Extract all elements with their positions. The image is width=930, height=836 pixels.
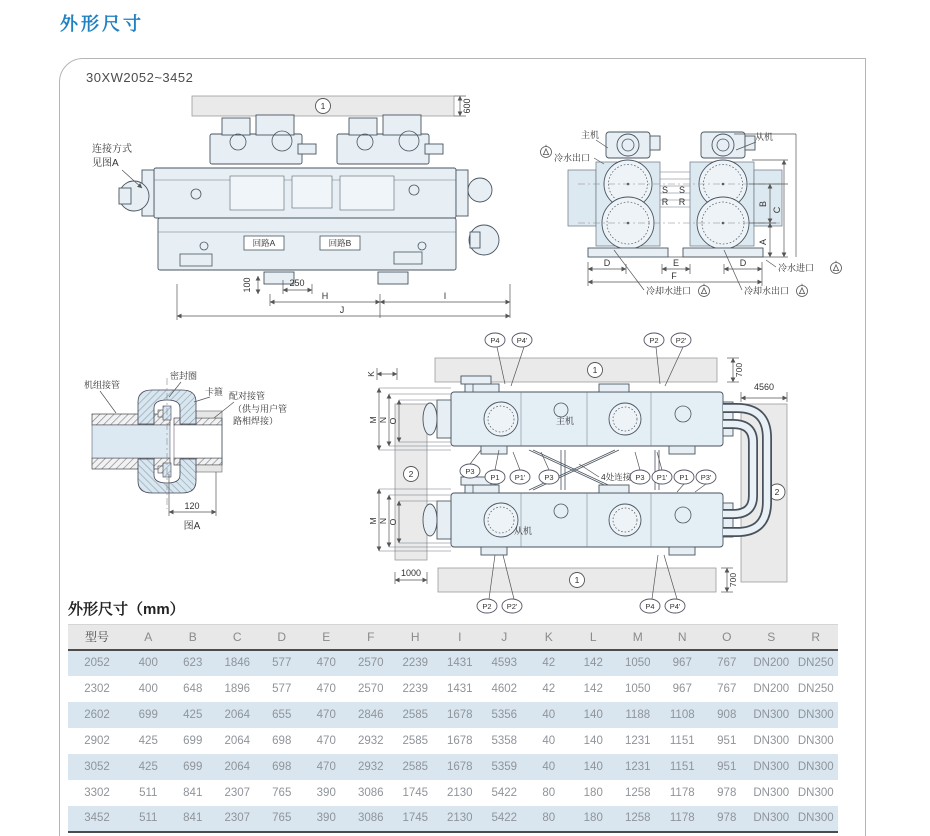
balloon-2: 2	[774, 487, 780, 497]
table-row	[68, 780, 838, 806]
dim-o-label: O	[388, 518, 398, 526]
dim-cell: 951	[717, 734, 737, 747]
dim-cell: 2130	[438, 806, 483, 832]
dim-cell: 623	[183, 657, 203, 669]
unit-pipe-section	[92, 410, 170, 473]
dim-cell: 1050	[624, 682, 651, 695]
column-header: O	[705, 625, 750, 650]
dim-cell: 470	[316, 682, 336, 695]
column-header: A	[126, 625, 171, 650]
dim-cell: 2239	[402, 657, 429, 669]
dim-4560-label: 4560	[753, 382, 775, 392]
dim-cell: 390	[304, 806, 349, 832]
dim-cell: 511	[139, 786, 158, 799]
dim-cell: 42	[542, 682, 556, 695]
port-p1: P1	[679, 473, 689, 482]
center-note	[579, 464, 632, 482]
dim-n-label: N	[378, 416, 388, 424]
circuit-a-label: 回路A	[252, 238, 276, 248]
dim-m-label: M	[368, 416, 378, 424]
dim-cell: DN250	[797, 657, 834, 669]
r-label: R	[661, 197, 669, 207]
dim-cell: 425	[138, 760, 158, 773]
column-header: I	[438, 625, 483, 650]
mating-pipe-note2: 路相焊接）	[233, 416, 279, 426]
port-p3: P3	[465, 467, 475, 476]
dim-cell: 1178	[660, 806, 705, 832]
dim-cell: 5422	[491, 786, 518, 799]
dim-a-label: A	[758, 238, 768, 246]
dim-cell: 4602	[491, 682, 518, 695]
chilled-water-inlet	[766, 260, 842, 274]
port-p2p: P2'	[675, 336, 687, 345]
port-p3: P3	[544, 473, 554, 482]
dim-cell: 1231	[624, 734, 651, 747]
port-p1p: P1'	[514, 473, 526, 482]
dim-cell: 425	[183, 708, 203, 721]
dim-cell: 42	[542, 657, 556, 669]
dim-cell: 765	[272, 786, 292, 799]
dim-cell: 2570	[357, 682, 384, 695]
dim-cell: 2064	[224, 760, 251, 773]
dim-cell: 2585	[402, 734, 429, 747]
dim-cell: DN300	[797, 708, 834, 721]
r-label: R	[678, 197, 686, 207]
dim-cell: 5358	[491, 734, 518, 747]
cooling-water-outlet-label: 冷却水出口	[744, 286, 790, 296]
master-unit-label: 主机	[580, 130, 600, 140]
dim-c-label: C	[772, 206, 782, 214]
table-title: 外形尺寸（mm）	[68, 601, 185, 618]
dim-1000-label: 1000	[400, 568, 422, 578]
side-view-drawing	[92, 88, 532, 333]
dim-cell: 655	[272, 708, 292, 721]
column-header: F	[349, 625, 394, 650]
sr-pipe-labels	[662, 185, 686, 207]
dim-cell: 648	[183, 682, 203, 695]
dim-cell: 841	[171, 806, 216, 832]
column-header: N	[660, 625, 705, 650]
dim-cell: 1231	[624, 760, 651, 773]
dim-cell: 1151	[669, 734, 695, 747]
table-row	[68, 728, 838, 754]
circuit-b-tag	[320, 236, 360, 250]
dim-cell: 2307	[215, 806, 260, 832]
mating-pipe-label: 配对接管	[229, 391, 266, 401]
dim-cell: 967	[672, 682, 692, 695]
balloon-2: 2	[408, 469, 414, 479]
dim-cell: 765	[260, 806, 305, 832]
model-cell: 2902	[84, 734, 110, 747]
dim-cell: DN300	[749, 806, 794, 832]
dim-cell: 1678	[446, 760, 473, 773]
column-header: R	[794, 625, 839, 650]
dim-f-label: F	[671, 271, 677, 281]
table-row	[68, 650, 838, 676]
bottom-dimensions	[177, 276, 510, 320]
dim-cell: 2130	[446, 786, 473, 799]
column-header: B	[171, 625, 216, 650]
dim-cell: 2585	[402, 760, 429, 773]
plan-view-drawing	[366, 328, 809, 628]
table-row	[68, 676, 838, 702]
dim-cell: 1678	[446, 734, 473, 747]
figure-a-drawing	[84, 366, 342, 571]
dim-cell: 180	[571, 806, 616, 832]
dim-cell: 140	[583, 760, 603, 773]
dim-cell: 767	[717, 657, 737, 669]
dim-4560	[741, 382, 787, 402]
dim-cell: 577	[272, 657, 292, 669]
port-p2: P2	[482, 602, 492, 611]
figure-a-caption: 图A	[183, 521, 201, 532]
dim-cell: 470	[316, 657, 336, 669]
dim-cell: 140	[583, 734, 603, 747]
end-view-drawing	[538, 124, 883, 320]
column-header: E	[304, 625, 349, 650]
compressor-cluster	[210, 115, 316, 164]
port-p4p: P4'	[516, 336, 528, 345]
model-cell: 2602	[84, 708, 110, 721]
dim-250-label: 250	[289, 278, 305, 288]
dim-cell: 3086	[357, 786, 384, 799]
dim-cell: 40	[542, 734, 556, 747]
dim-cell: 5422	[482, 806, 527, 832]
dim-cell: 1678	[446, 708, 473, 721]
dim-cell: 400	[138, 682, 158, 695]
mating-pipe-note1: （供与用户管	[233, 404, 288, 414]
walkway-bar-top	[192, 96, 454, 116]
dim-cell: 470	[316, 760, 336, 773]
dim-cell: 698	[272, 734, 292, 747]
dim-cell: DN300	[753, 760, 790, 773]
dim-cell: 1431	[446, 682, 473, 695]
pump-icon	[831, 261, 842, 274]
dim-cell: DN250	[797, 682, 834, 695]
dim-cell: 2239	[402, 682, 429, 695]
port-p3p: P3'	[700, 473, 712, 482]
dim-cell: 1108	[669, 708, 695, 721]
dim-cell: 1178	[669, 786, 695, 799]
dim-j-label: J	[339, 305, 345, 315]
pump-icon	[541, 145, 552, 158]
dim-d-label: D	[603, 258, 611, 268]
dim-600	[454, 96, 472, 116]
dim-cell: 2932	[357, 760, 384, 773]
dim-cell: 1050	[624, 657, 651, 669]
dim-cell: 140	[583, 708, 603, 721]
dim-h-label: H	[321, 291, 329, 301]
dim-cell: 1188	[625, 708, 651, 721]
balloon-1: 1	[592, 365, 598, 375]
dim-cell: 699	[183, 734, 203, 747]
dim-b-label: B	[758, 200, 768, 208]
port-p1: P1	[490, 473, 500, 482]
page-title: 外形尺寸	[60, 14, 144, 34]
pump-icon	[699, 284, 710, 297]
port-p1p: P1'	[656, 473, 668, 482]
circuit-b-label: 回路B	[328, 238, 352, 248]
port-p3: P3	[635, 473, 645, 482]
chilled-water-outlet	[541, 145, 605, 164]
dim-cell: 40	[542, 708, 556, 721]
dim-cell: 400	[138, 657, 158, 669]
dim-cell: 908	[717, 708, 737, 721]
dim-cell: 1151	[669, 760, 695, 773]
chiller-plan-unit	[423, 376, 733, 454]
dim-cell: 142	[583, 682, 603, 695]
dim-cell: 425	[138, 734, 158, 747]
model-cell: 3452	[68, 806, 126, 832]
model-cell: 3302	[84, 786, 110, 799]
dim-m-label: M	[368, 517, 378, 525]
balloon-1: 1	[320, 101, 326, 111]
column-header: C	[215, 625, 260, 650]
dim-cell: 698	[272, 760, 292, 773]
dim-cell: DN300	[797, 760, 834, 773]
dim-cell: 2064	[224, 708, 251, 721]
walkway-bar-bottom	[438, 568, 738, 592]
dim-cell: 180	[583, 786, 603, 799]
table-row	[68, 702, 838, 728]
dim-cell: 390	[316, 786, 336, 799]
dim-700-label: 700	[734, 362, 744, 378]
machine-body	[119, 168, 499, 284]
dim-cell: DN300	[794, 806, 839, 832]
column-header: M	[616, 625, 661, 650]
model-cell: 2052	[84, 657, 110, 669]
dim-cell: 511	[126, 806, 171, 832]
dim-cell: 1745	[393, 806, 438, 832]
dim-cell: DN200	[753, 682, 790, 695]
port-p4: P4	[645, 602, 655, 611]
dim-120-label: 120	[184, 501, 200, 511]
dim-cell: DN300	[753, 786, 790, 799]
pump-icon	[797, 284, 808, 297]
dim-100-label: 100	[242, 277, 252, 293]
dim-o-label: O	[388, 417, 398, 425]
connection-note-line1: 连接方式	[92, 144, 132, 155]
frame-plates	[568, 162, 782, 246]
dim-cell: 577	[272, 682, 292, 695]
dim-cell: 699	[138, 708, 158, 721]
dim-cell: 699	[183, 760, 203, 773]
dim-k-label: K	[366, 371, 376, 377]
dim-cell: 978	[717, 786, 737, 799]
dim-cell: 1431	[446, 657, 473, 669]
unit-pipe-label: 机组接管	[84, 380, 121, 390]
circuit-a-tag	[244, 236, 284, 250]
s-label: S	[678, 185, 686, 195]
dim-cell: 2307	[224, 786, 251, 799]
bottom-dimensions	[588, 258, 762, 286]
s-label: S	[661, 185, 669, 195]
model-cell: 3052	[84, 760, 110, 773]
dim-cell: 1846	[224, 657, 251, 669]
dim-cell: 2846	[357, 708, 384, 721]
table-row	[68, 754, 838, 780]
dim-cell: 841	[183, 786, 203, 799]
chilled-water-inlet-label: 冷水进口	[778, 263, 815, 273]
service-bar-left	[395, 404, 427, 584]
dim-d2-label: D	[739, 258, 747, 268]
dim-cell: 470	[316, 734, 336, 747]
dim-cell: 80	[542, 786, 556, 799]
column-header: J	[482, 625, 527, 650]
dim-cell: 1258	[616, 806, 661, 832]
dim-cell: 5356	[491, 708, 518, 721]
dim-cell: DN300	[753, 734, 790, 747]
model-range-label: 30XW2052~3452	[86, 70, 194, 85]
dim-cell: 3086	[349, 806, 394, 832]
column-header: D	[260, 625, 305, 650]
dimensions-table	[68, 624, 838, 833]
dim-cell: 470	[316, 708, 336, 721]
dim-cell: 2064	[224, 734, 251, 747]
cooling-water-inlet-label: 冷却水进口	[646, 286, 692, 296]
seal-ring-label: 密封圈	[170, 371, 198, 381]
port-p4: P4	[490, 336, 500, 345]
dim-cell: DN300	[753, 708, 790, 721]
port-p2: P2	[649, 336, 659, 345]
dim-cell: 951	[717, 760, 737, 773]
dim-cell: DN300	[797, 734, 834, 747]
dim-cell: 967	[672, 657, 692, 669]
dim-i-label: I	[443, 291, 447, 301]
table-row	[68, 806, 838, 832]
dim-cell: 1896	[224, 682, 251, 695]
port-p2p: P2'	[506, 602, 518, 611]
dim-700-label: 700	[728, 572, 738, 588]
column-header: H	[393, 625, 438, 650]
slave-unit-label: 从机	[754, 132, 774, 142]
connection-note	[92, 142, 142, 188]
master-unit-label: 主机	[555, 416, 575, 426]
dim-cell: 40	[542, 760, 556, 773]
dim-cell: 5359	[491, 760, 518, 773]
dim-cell: 80	[527, 806, 572, 832]
column-header: 型号	[68, 625, 126, 650]
balloon-1: 1	[574, 575, 580, 585]
dim-cell: 767	[717, 682, 737, 695]
dim-cell: DN300	[797, 786, 834, 799]
dim-cell: 2585	[402, 708, 429, 721]
dim-cell: 4593	[491, 657, 518, 669]
connection-note-line2: 见图A	[92, 158, 119, 169]
dim-600-label: 600	[462, 98, 472, 114]
dim-cell: 2932	[357, 734, 384, 747]
chilled-water-outlet-label: 冷水出口	[554, 153, 591, 163]
column-header: L	[571, 625, 616, 650]
slave-unit-label: 从机	[513, 526, 533, 536]
dim-cell: 1258	[624, 786, 651, 799]
dim-cell: 142	[583, 657, 603, 669]
dim-cell: 2570	[357, 657, 384, 669]
dim-n-label: N	[378, 517, 388, 525]
port-p4p: P4'	[669, 602, 681, 611]
column-header: K	[527, 625, 572, 650]
dim-e-label: E	[672, 258, 680, 268]
center-note-label: 4处连接	[601, 472, 632, 482]
header-row	[68, 625, 838, 650]
dim-cell: 978	[705, 806, 750, 832]
column-header: S	[749, 625, 794, 650]
model-cell: 2302	[84, 682, 110, 695]
dim-cell: 1745	[402, 786, 429, 799]
clamp-label: 卡箍	[205, 387, 224, 397]
dim-cell: DN200	[753, 657, 790, 669]
